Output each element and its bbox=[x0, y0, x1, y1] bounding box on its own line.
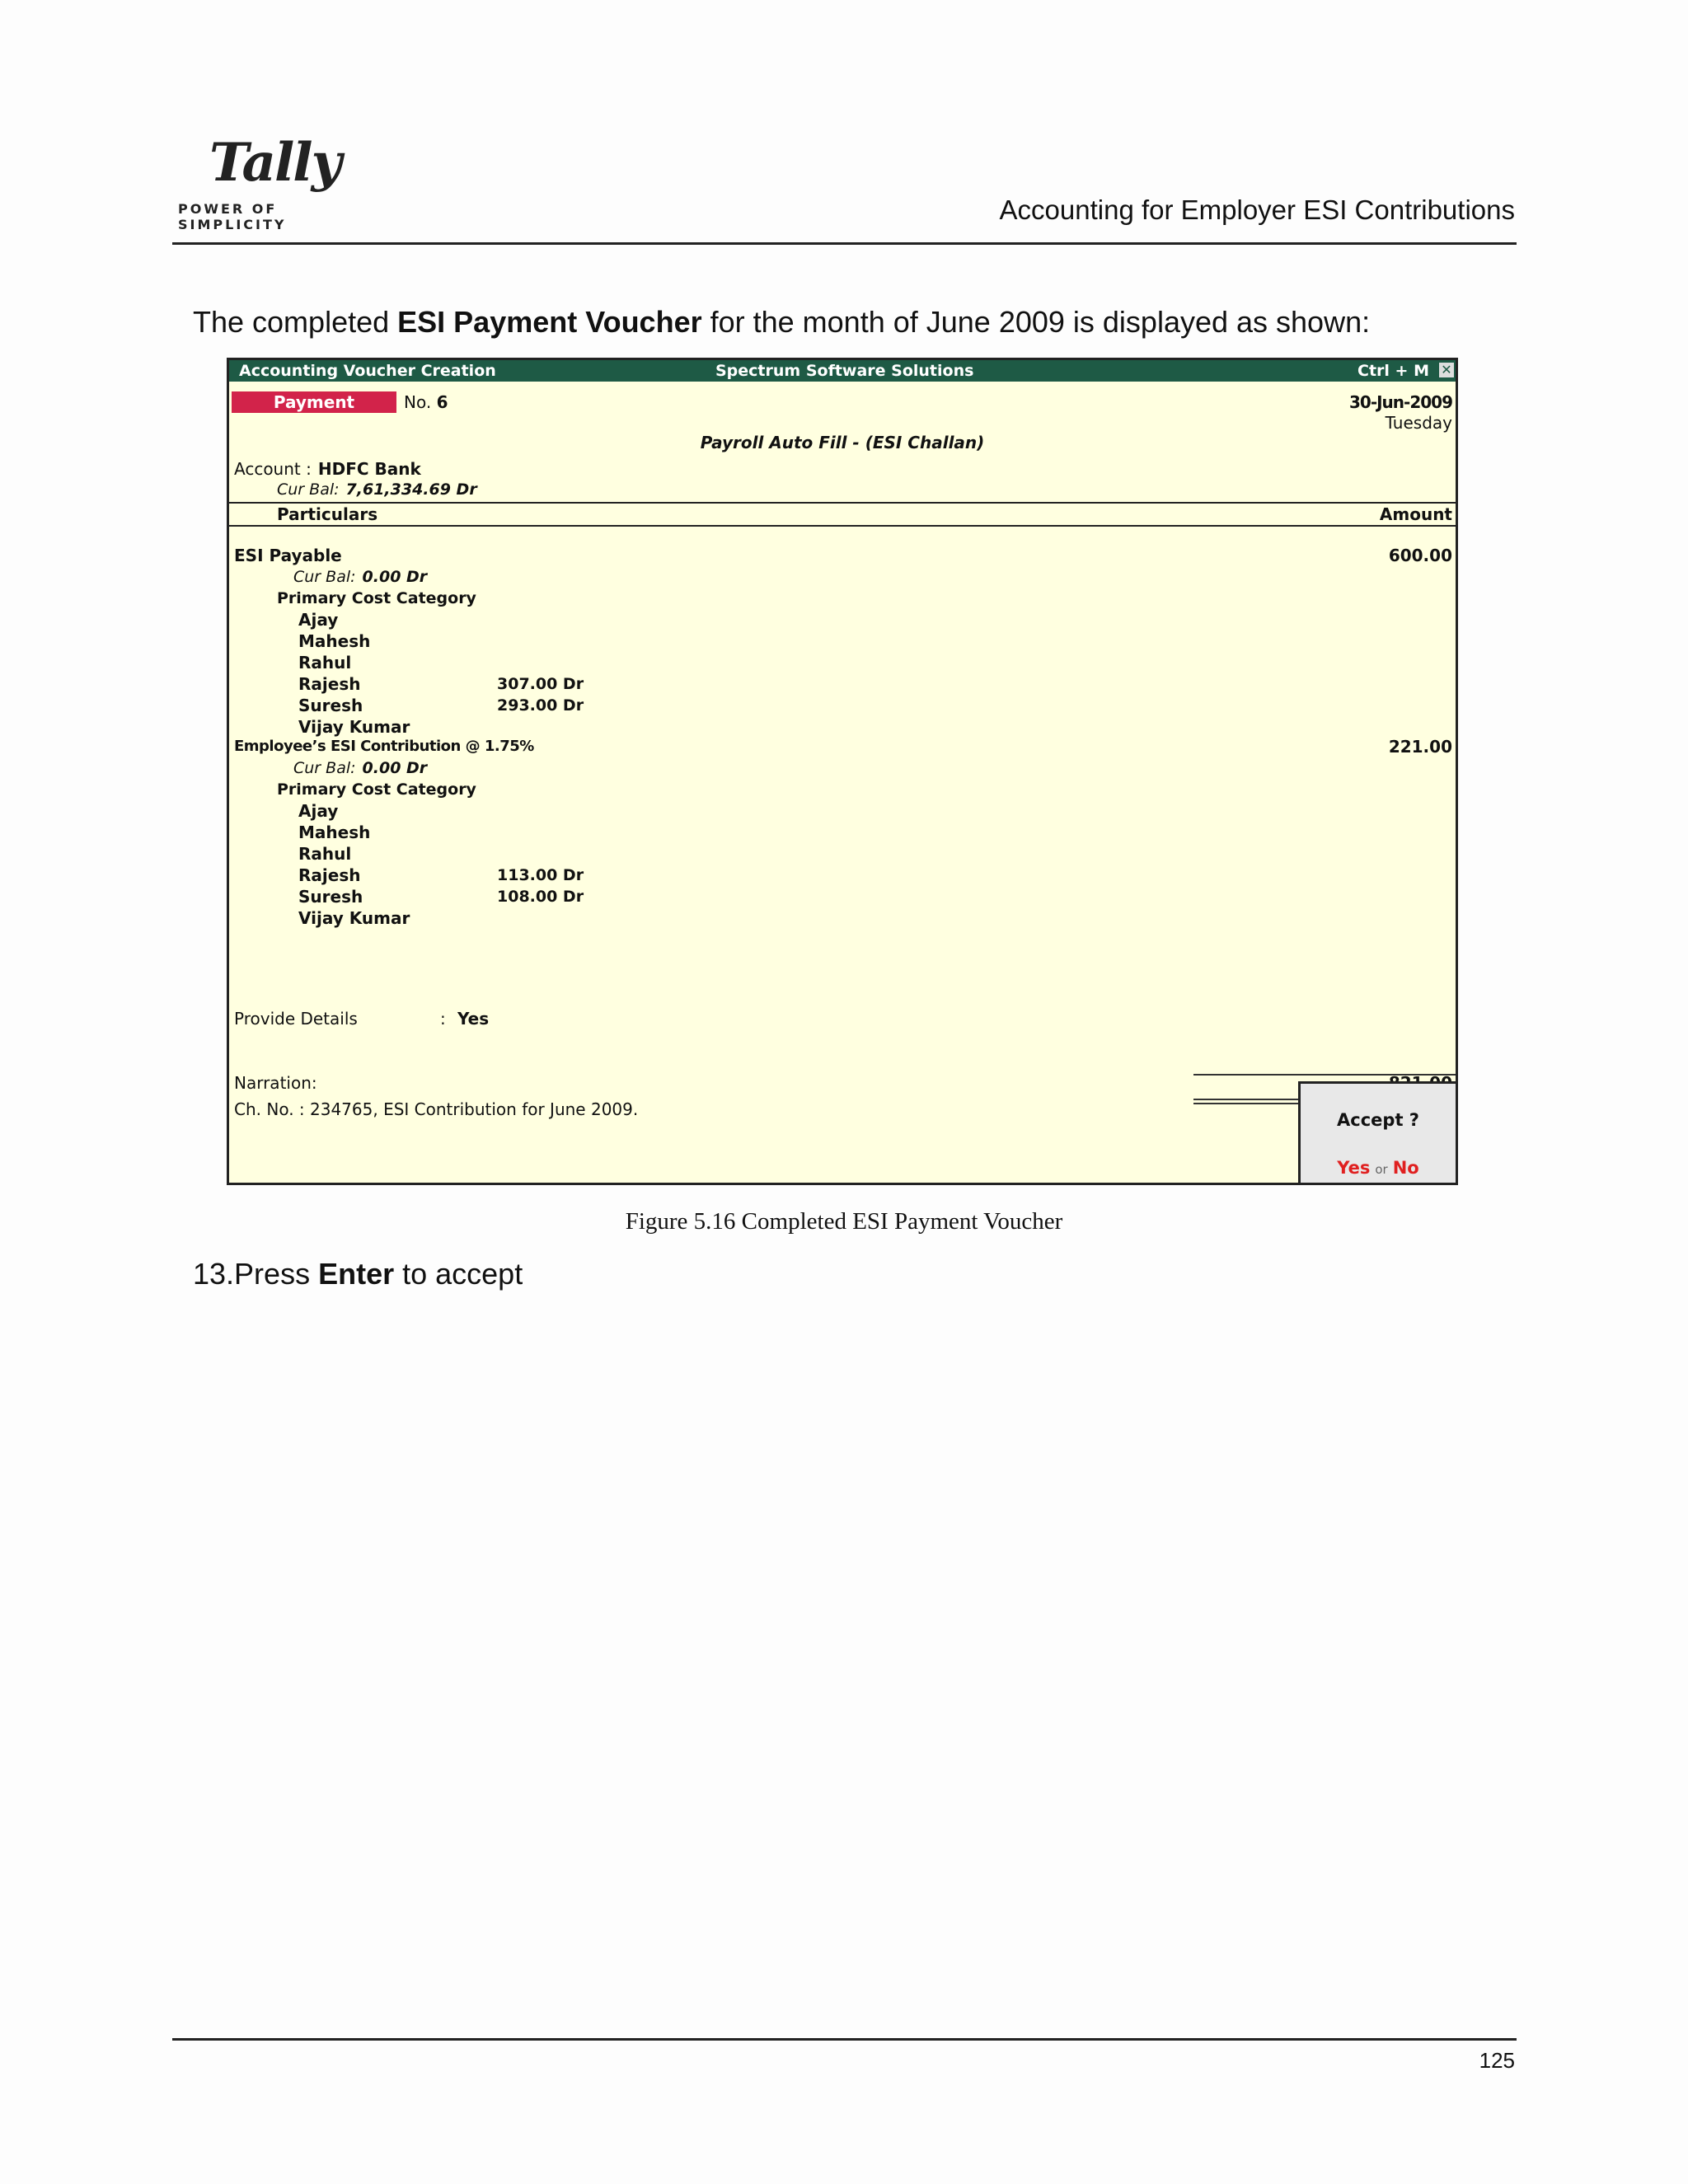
intro-text-after: for the month of June 2009 is displayed as shown: bbox=[701, 305, 1371, 339]
ledger-amount[interactable]: 600.00 bbox=[1388, 546, 1452, 565]
column-header-amount: Amount bbox=[1379, 504, 1452, 524]
autofill-title: Payroll Auto Fill - (ESI Challan) bbox=[700, 433, 985, 452]
account-field[interactable] bbox=[234, 459, 421, 479]
voucher-screen bbox=[227, 358, 1458, 1185]
titlebar-screen-name: Accounting Voucher Creation bbox=[239, 362, 496, 380]
header-divider bbox=[172, 242, 1517, 245]
provide-details-label: Provide Details bbox=[234, 1009, 358, 1029]
table-header-rule bbox=[229, 525, 1456, 527]
step-instruction bbox=[193, 1257, 523, 1291]
cost-centre-name[interactable]: Mahesh bbox=[298, 823, 371, 842]
cost-category[interactable]: Primary Cost Category bbox=[277, 589, 476, 607]
column-header-particulars: Particulars bbox=[277, 504, 378, 524]
cost-centre-name[interactable]: Ajay bbox=[298, 801, 339, 821]
logo-wordmark: Tally bbox=[209, 132, 340, 194]
account-value: HDFC Bank bbox=[317, 459, 421, 479]
narration-field[interactable]: Ch. No. : 234765, ESI Contribution for June 2009. bbox=[234, 1099, 639, 1119]
accept-question: Accept ? bbox=[1337, 1110, 1419, 1130]
cost-centre-name[interactable]: Vijay Kumar bbox=[298, 717, 410, 737]
ledger-curbal-value: 0.00 Dr bbox=[362, 759, 428, 777]
footer-divider bbox=[172, 2038, 1517, 2041]
account-label: Account : bbox=[234, 459, 312, 479]
cost-centre-amount[interactable]: 108.00 Dr bbox=[497, 888, 584, 906]
ledger-curbal-label: Cur Bal: bbox=[293, 568, 356, 586]
table-top-rule bbox=[229, 502, 1456, 504]
titlebar-shortcut: Ctrl + M bbox=[1357, 362, 1429, 380]
step-text-bold: Enter bbox=[318, 1257, 395, 1291]
close-icon[interactable]: ✕ bbox=[1439, 363, 1454, 377]
cost-category[interactable]: Primary Cost Category bbox=[277, 780, 476, 799]
ledger-name[interactable]: ESI Payable bbox=[234, 546, 342, 565]
ledger-name[interactable]: Employee’s ESI Contribution @ 1.75% bbox=[234, 738, 534, 755]
cost-centre-name[interactable]: Suresh bbox=[298, 887, 363, 907]
cost-centre-name[interactable]: Mahesh bbox=[298, 631, 371, 651]
narration-label: Narration: bbox=[234, 1073, 317, 1093]
voucher-titlebar bbox=[229, 360, 1456, 382]
total-double-rule-lower bbox=[1193, 1103, 1301, 1104]
curbal-label: Cur Bal: bbox=[277, 480, 340, 499]
provide-details-colon: : bbox=[440, 1009, 446, 1029]
accept-no-button[interactable]: No bbox=[1392, 1158, 1419, 1178]
ledger-amount[interactable]: 221.00 bbox=[1388, 737, 1452, 757]
total-double-rule bbox=[1193, 1099, 1301, 1100]
ledger-curbal-value: 0.00 Dr bbox=[362, 568, 428, 586]
voucher-number bbox=[404, 391, 448, 413]
voucher-type-badge[interactable]: Payment bbox=[232, 391, 396, 413]
account-current-balance bbox=[277, 480, 477, 499]
ledger-current-balance bbox=[293, 757, 427, 779]
tally-logo bbox=[175, 132, 373, 232]
voucher-day: Tuesday bbox=[1385, 413, 1452, 433]
cost-centre-name[interactable]: Vijay Kumar bbox=[298, 908, 410, 928]
cost-centre-amount[interactable]: 113.00 Dr bbox=[497, 866, 584, 884]
curbal-value: 7,61,334.69 Dr bbox=[345, 480, 477, 499]
voucher-date[interactable]: 30-Jun-2009 bbox=[1348, 392, 1452, 412]
cost-centre-amount[interactable]: 307.00 Dr bbox=[497, 675, 584, 693]
figure-caption: Figure 5.16 Completed ESI Payment Voucher bbox=[625, 1208, 1063, 1235]
cost-centre-name[interactable]: Rahul bbox=[298, 844, 352, 864]
ledger-current-balance bbox=[293, 566, 427, 588]
cost-centre-name[interactable]: Rajesh bbox=[298, 674, 361, 694]
accept-dialog bbox=[1298, 1081, 1458, 1185]
logo-tagline: POWER OF SIMPLICITY bbox=[178, 201, 287, 232]
page-header-title: Accounting for Employer ESI Contributions bbox=[999, 194, 1515, 225]
voucher-number-value: 6 bbox=[436, 392, 448, 412]
cost-centre-name[interactable]: Suresh bbox=[298, 696, 363, 715]
voucher-number-label: No. bbox=[404, 392, 432, 412]
accept-yes-button[interactable]: Yes bbox=[1337, 1158, 1371, 1178]
step-text-before: 13.Press bbox=[193, 1257, 319, 1291]
intro-paragraph bbox=[193, 305, 1370, 340]
titlebar-company-name: Spectrum Software Solutions bbox=[715, 362, 974, 380]
cost-centre-name[interactable]: Rajesh bbox=[298, 865, 361, 885]
step-text-after: to accept bbox=[394, 1257, 523, 1291]
cost-centre-name[interactable]: Rahul bbox=[298, 653, 352, 673]
intro-text-bold: ESI Payment Voucher bbox=[397, 305, 702, 339]
accept-options bbox=[1301, 1158, 1456, 1178]
cost-centre-name[interactable]: Ajay bbox=[298, 610, 339, 630]
page-number: 125 bbox=[1479, 2048, 1515, 2073]
cost-centre-amount[interactable]: 293.00 Dr bbox=[497, 696, 584, 715]
intro-text-before: The completed bbox=[193, 305, 398, 339]
ledger-curbal-label: Cur Bal: bbox=[293, 759, 356, 777]
provide-details-value[interactable]: Yes bbox=[457, 1009, 490, 1029]
accept-or-text: or bbox=[1375, 1162, 1388, 1177]
